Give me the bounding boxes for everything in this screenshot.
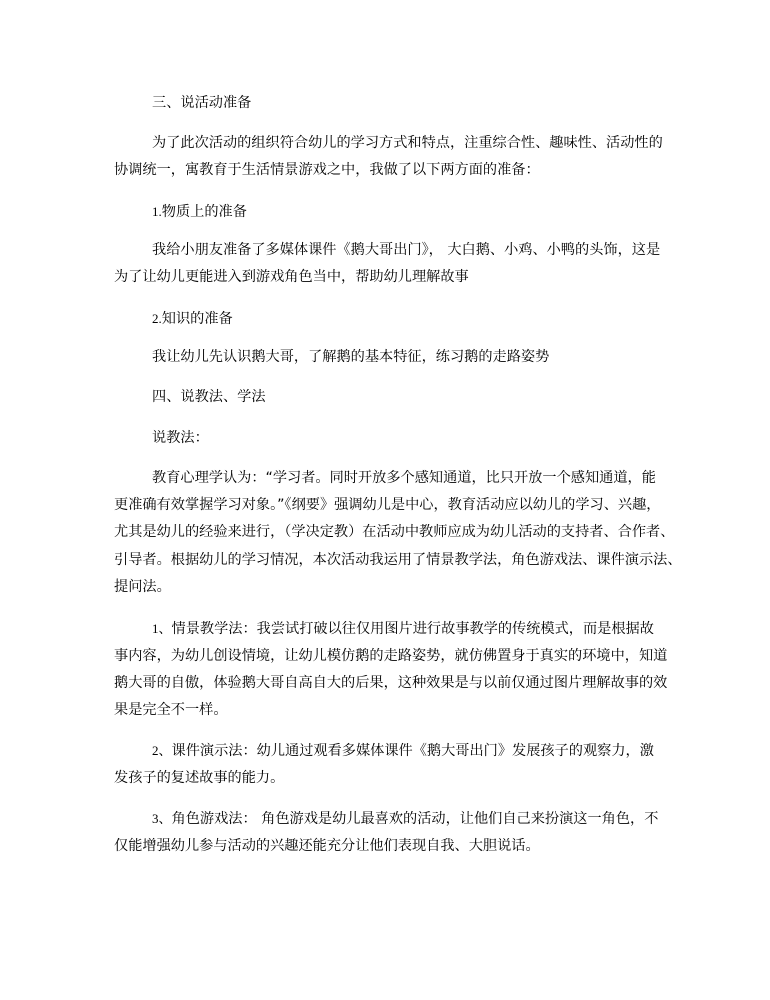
psychology-paragraph-line-5: 提问法。 [114,579,171,595]
item-1-text-line-1: 我给小朋友准备了多媒体课件《鹅大哥出门》， 大白鹅、小鸡、小鸭的头饰，这是 [152,242,661,258]
item-1-title: 物质上的准备 [161,204,247,220]
item-1-number: 1. [152,204,162,219]
section-3-intro-line-1: 为了此次活动的组织符合幼儿的学习方式和特点，注重综合性、趣味性、活动性的 [152,135,663,151]
teaching-method-subheading: 说教法： [152,430,209,446]
method-3-line-1: 3、角色游戏法： 角色游戏是幼儿最喜欢的活动，让他们自己来扮演这一角色，不 [152,811,659,827]
psychology-paragraph-line-2: 更准确有效掌握学习对象。”《纲要》强调幼儿是中心，教育活动应以幼儿的学习、兴趣， [114,497,661,513]
item-2-text: 我让幼儿先认识鹅大哥，了解鹅的基本特征，练习鹅的走路姿势 [152,349,550,365]
psychology-paragraph-line-4: 引导者。根据幼儿的学习情况，本次活动我运用了情景教学法，角色游戏法、课件演示法、 [114,552,682,568]
item-2-title: 知识的准备 [161,311,233,327]
method-1-line-1: 1、情景教学法：我尝试打破以往仅用图片进行故事教学的传统模式，而是根据故 [152,621,654,637]
method-2-line-2: 发孩子的复述故事的能力。 [114,770,285,786]
method-2-number: 2、 [152,743,172,758]
item-1-text-line-2: 为了让幼儿更能进入到游戏角色当中，帮助幼儿理解故事 [114,269,469,285]
method-3-line-2: 仅能增强幼儿参与活动的兴趣还能充分让他们表现自我、大胆说话。 [114,838,540,854]
method-1-line-4: 果是完全不一样。 [114,702,228,718]
method-1-line-3: 鹅大哥的自傲，体验鹅大哥自高自大的后果，这种效果是与以前仅通过图片理解故事的效 [114,675,668,691]
item-1-heading [152,202,247,222]
psychology-paragraph-line-3: 尤其是幼儿的经验来进行，（学决定教）在活动中教师应成为幼儿活动的支持者、合作者、 [114,524,675,540]
section-3-heading: 三、说活动准备 [152,95,252,111]
method-1-line-2: 事内容，为幼儿创设情境，让幼儿模仿鹅的走路姿势，就仿佛置身于真实的环境中，知道 [114,648,668,664]
section-4-heading: 四、说教法、学法 [152,389,266,405]
section-3-intro-line-2: 协调统一，寓教育于生活情景游戏之中，我做了以下两方面的准备： [114,162,540,178]
item-2-heading [152,309,233,329]
method-3-number: 3、 [152,811,172,826]
method-2-line-1: 2、课件演示法：幼儿通过观看多媒体课件《鹅大哥出门》发展孩子的观察力，激 [152,743,654,759]
psychology-paragraph-line-1: 教育心理学认为：“学习者。同时开放多个感知通道，比只开放一个感知通道，能 [152,470,656,486]
item-2-number: 2. [152,311,162,326]
method-1-number: 1、 [152,621,172,636]
